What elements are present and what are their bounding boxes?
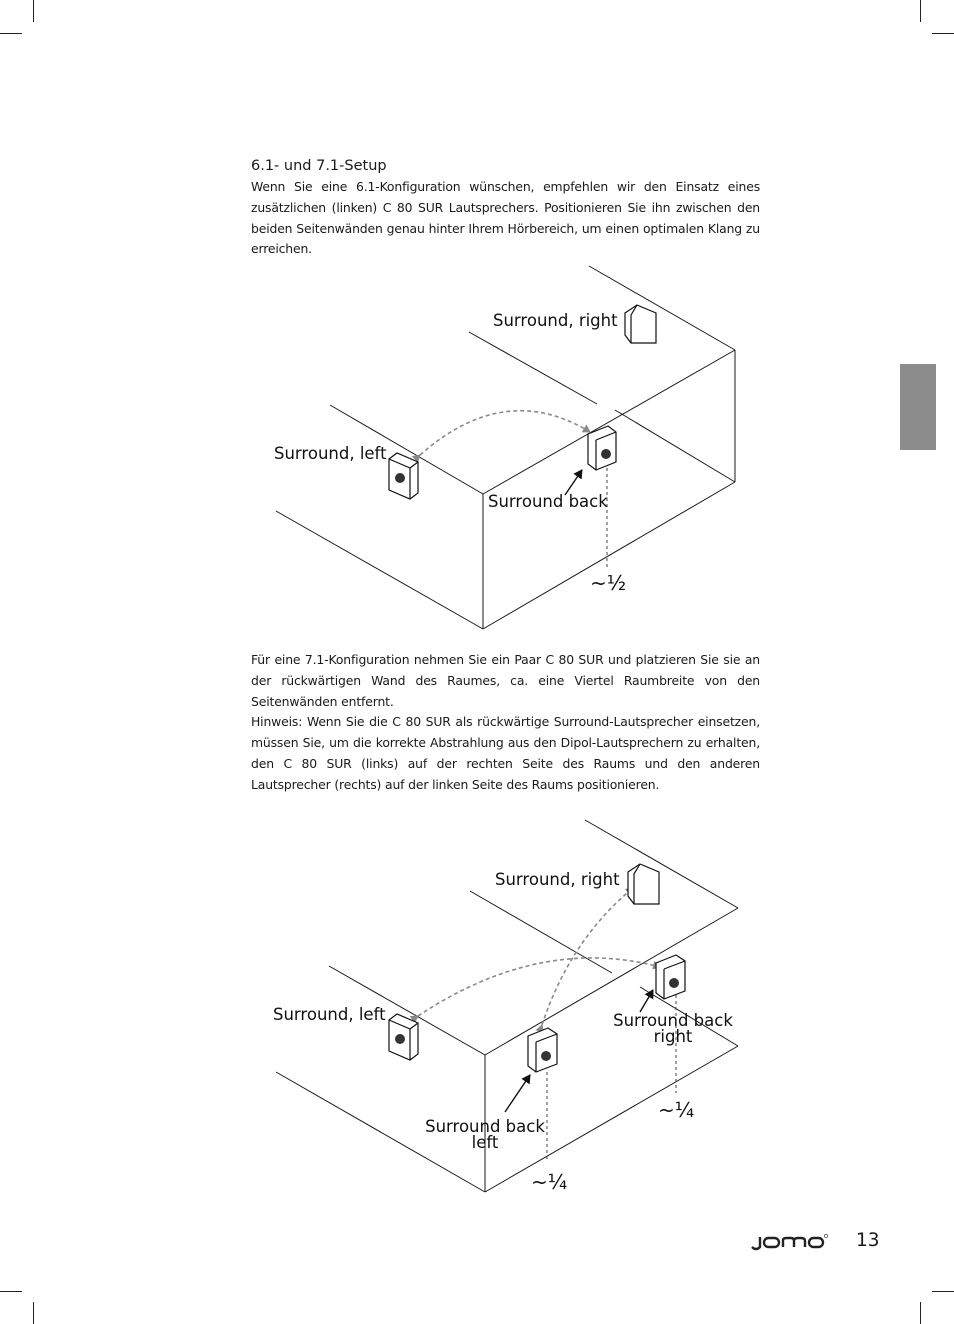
crop-mark (932, 33, 954, 34)
crop-mark (920, 0, 921, 22)
label-back-left-line1: Surround back (425, 1117, 545, 1136)
crop-mark (932, 1291, 954, 1292)
intro-paragraph: Wenn Sie eine 6.1-Konfiguration wünschen, empfehlen wir den Einsatz eines zusätzlichen (linken) C 80 SUR Lautsprechers. Positionieren Sie ihn zwischen den beiden Seitenwänden genau hinter Ihrem Hörbereich, um einen optimalen Klang zu erreichen. (251, 179, 760, 257)
label-surround-left: Surround, left (273, 1005, 386, 1024)
pointer-arrow-left (505, 1075, 530, 1112)
label-distance-right: ~¼ (658, 1098, 695, 1122)
crop-mark (920, 1302, 921, 1324)
pointer-arrow-right (640, 990, 653, 1012)
label-distance-left: ~¼ (531, 1170, 568, 1194)
figure-7-1-setup (0, 815, 954, 1200)
crop-mark (0, 1291, 22, 1292)
jamo-logo (748, 1230, 830, 1258)
intro-text (251, 177, 760, 260)
section-heading: 6.1- und 7.1-Setup (251, 158, 387, 174)
speaker-surround-left-icon (389, 1014, 418, 1060)
speaker-surround-right-icon (628, 864, 659, 904)
label-surround-right: Surround, right (493, 311, 618, 330)
speaker-surround-back-icon (588, 426, 616, 470)
figure-6-1-setup (0, 260, 954, 640)
speaker-surround-right-icon (625, 305, 656, 343)
label-back-right-line1: Surround back (613, 1011, 733, 1030)
dipole-arrow-right (542, 888, 633, 1025)
label-surround-left: Surround, left (274, 444, 387, 463)
dipole-arrow (420, 411, 590, 455)
label-surround-right: Surround, right (495, 870, 620, 889)
note-paragraph: Hinweis: Wenn Sie die C 80 SUR als rückwärtige Surround-Lautsprecher einsetzen, müssen Sie, um die korrekte Abstrahlung aus den Dipol-Lautsprechern zu erhalten, den C 80 SUR (links) auf der rechten Seite des Raums und den anderen Lautsprecher (rechts) auf der linken Seite des Raums positionieren. (251, 714, 760, 792)
speaker-surround-left-icon (389, 453, 418, 499)
body-paragraph: Für eine 7.1-Konfiguration nehmen Sie ein Paar C 80 SUR und platzieren Sie sie an der rückwärtigen Wand des Raumes, ca. eine Viertel Raumbreite von den Seitenwänden entfernt. (251, 652, 760, 709)
body-text (251, 650, 760, 796)
label-distance: ~½ (590, 571, 627, 595)
label-back-right-line2: right (653, 1027, 693, 1046)
label-surround-back: Surround back (488, 492, 608, 511)
speaker-surround-back-left-icon (528, 1028, 557, 1072)
crop-mark (33, 1302, 34, 1324)
dipole-arrow-left (418, 958, 660, 1016)
crop-mark (33, 0, 34, 22)
label-back-left-line2: left (471, 1133, 499, 1152)
page-number: 13 (856, 1230, 880, 1251)
crop-mark (0, 33, 22, 34)
speaker-surround-back-right-icon (656, 955, 685, 999)
